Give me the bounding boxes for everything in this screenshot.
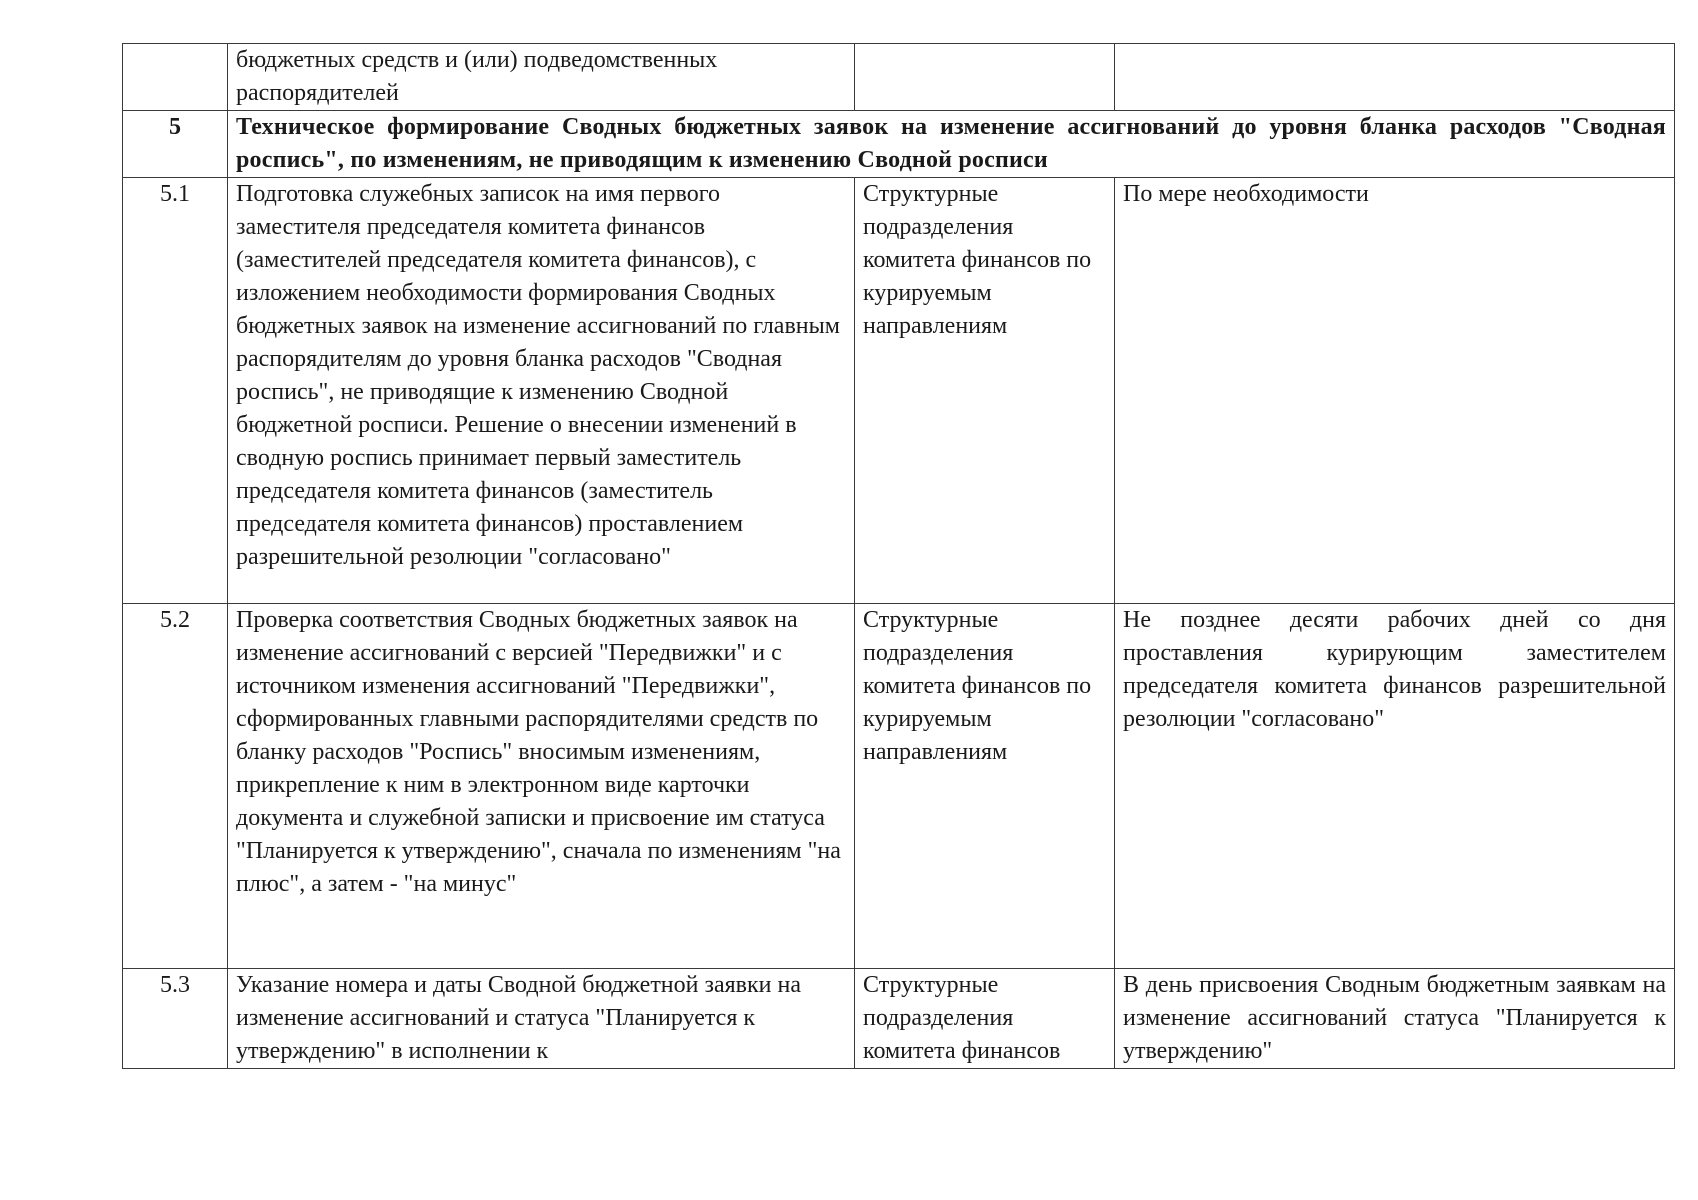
- section-header-row: [123, 111, 1675, 178]
- term-text: В день присвоения Сводным бюджетным заявкам на изменение ассигнований статуса "Планируется к утверждению": [1123, 972, 1666, 1064]
- responsible-cell: [855, 44, 1115, 111]
- procedure-table: [122, 43, 1675, 1069]
- description-cell: [228, 604, 855, 969]
- section-number-cell: [123, 111, 228, 178]
- responsible-cell: [855, 604, 1115, 969]
- term-cell: [1115, 178, 1675, 604]
- responsible-text: Структурные подразделения комитета финансов: [863, 972, 1061, 1064]
- row-number: 5.2: [160, 607, 190, 633]
- row-number: 5.3: [160, 972, 190, 998]
- row-number-cell: [123, 178, 228, 604]
- description-text: Проверка соответствия Сводных бюджетных заявок на изменение ассигнований с версией "Передвижки" и с источником изменения ассигнований "Передвижки", сформированных главными распорядителями средств по бланку расходов "Роспись" вносимым изменениям, прикрепление к ним в электронном виде карточки документа и служебной записки и присвоение им статуса "Планируется к утверждению", сначала по изменениям "на плюс", а затем - "на минус": [236, 607, 841, 897]
- term-text: Не позднее десяти рабочих дней со дня проставления курирующим заместителем председателя комитета финансов разрешительной резолюции "согласовано": [1123, 607, 1666, 732]
- row-number: 5.1: [160, 181, 190, 207]
- term-cell: [1115, 604, 1675, 969]
- responsible-text: Структурные подразделения комитета финансов по курируемым направлениям: [863, 607, 1092, 765]
- term-text: По мере необходимости: [1123, 181, 1369, 207]
- description-cell: [228, 178, 855, 604]
- description-text: Указание номера и даты Сводной бюджетной заявки на изменение ассигнований и статуса "Планируется к утверждению" в исполнении к: [236, 972, 801, 1064]
- table-row: [123, 969, 1675, 1069]
- responsible-text: Структурные подразделения комитета финансов по курируемым направлениям: [863, 181, 1092, 339]
- responsible-cell: [855, 969, 1115, 1069]
- section-title: Техническое формирование Сводных бюджетных заявок на изменение ассигнований до уровня бланка расходов "Сводная роспись", по изменениям, не приводящим к изменению Сводной росписи: [236, 114, 1666, 173]
- table-row: [123, 178, 1675, 604]
- description-text: Подготовка служебных записок на имя первого заместителя председателя комитета финансов (заместителей председателя комитета финансов), с изложением необходимости формирования Сводных бюджетных заявок на изменение ассигнований по главным распорядителям до уровня бланка расходов "Сводная роспись", не приводящие к изменению Сводной бюджетной росписи. Решение о внесении изменений в сводную роспись принимает первый заместитель председателя комитета финансов (заместитель председателя комитета финансов) проставлением разрешительной резолюции "согласовано": [236, 181, 840, 570]
- table-row: [123, 44, 1675, 111]
- description-text: бюджетных средств и (или) подведомственных распорядителей: [236, 47, 718, 106]
- term-cell: [1115, 44, 1675, 111]
- responsible-cell: [855, 178, 1115, 604]
- row-number-cell: [123, 604, 228, 969]
- description-cell: [228, 44, 855, 111]
- description-cell: [228, 969, 855, 1069]
- row-number-cell: [123, 44, 228, 111]
- term-cell: [1115, 969, 1675, 1069]
- section-title-cell: [228, 111, 1675, 178]
- table-row: [123, 604, 1675, 969]
- row-number-cell: [123, 969, 228, 1069]
- section-number: 5: [169, 114, 181, 140]
